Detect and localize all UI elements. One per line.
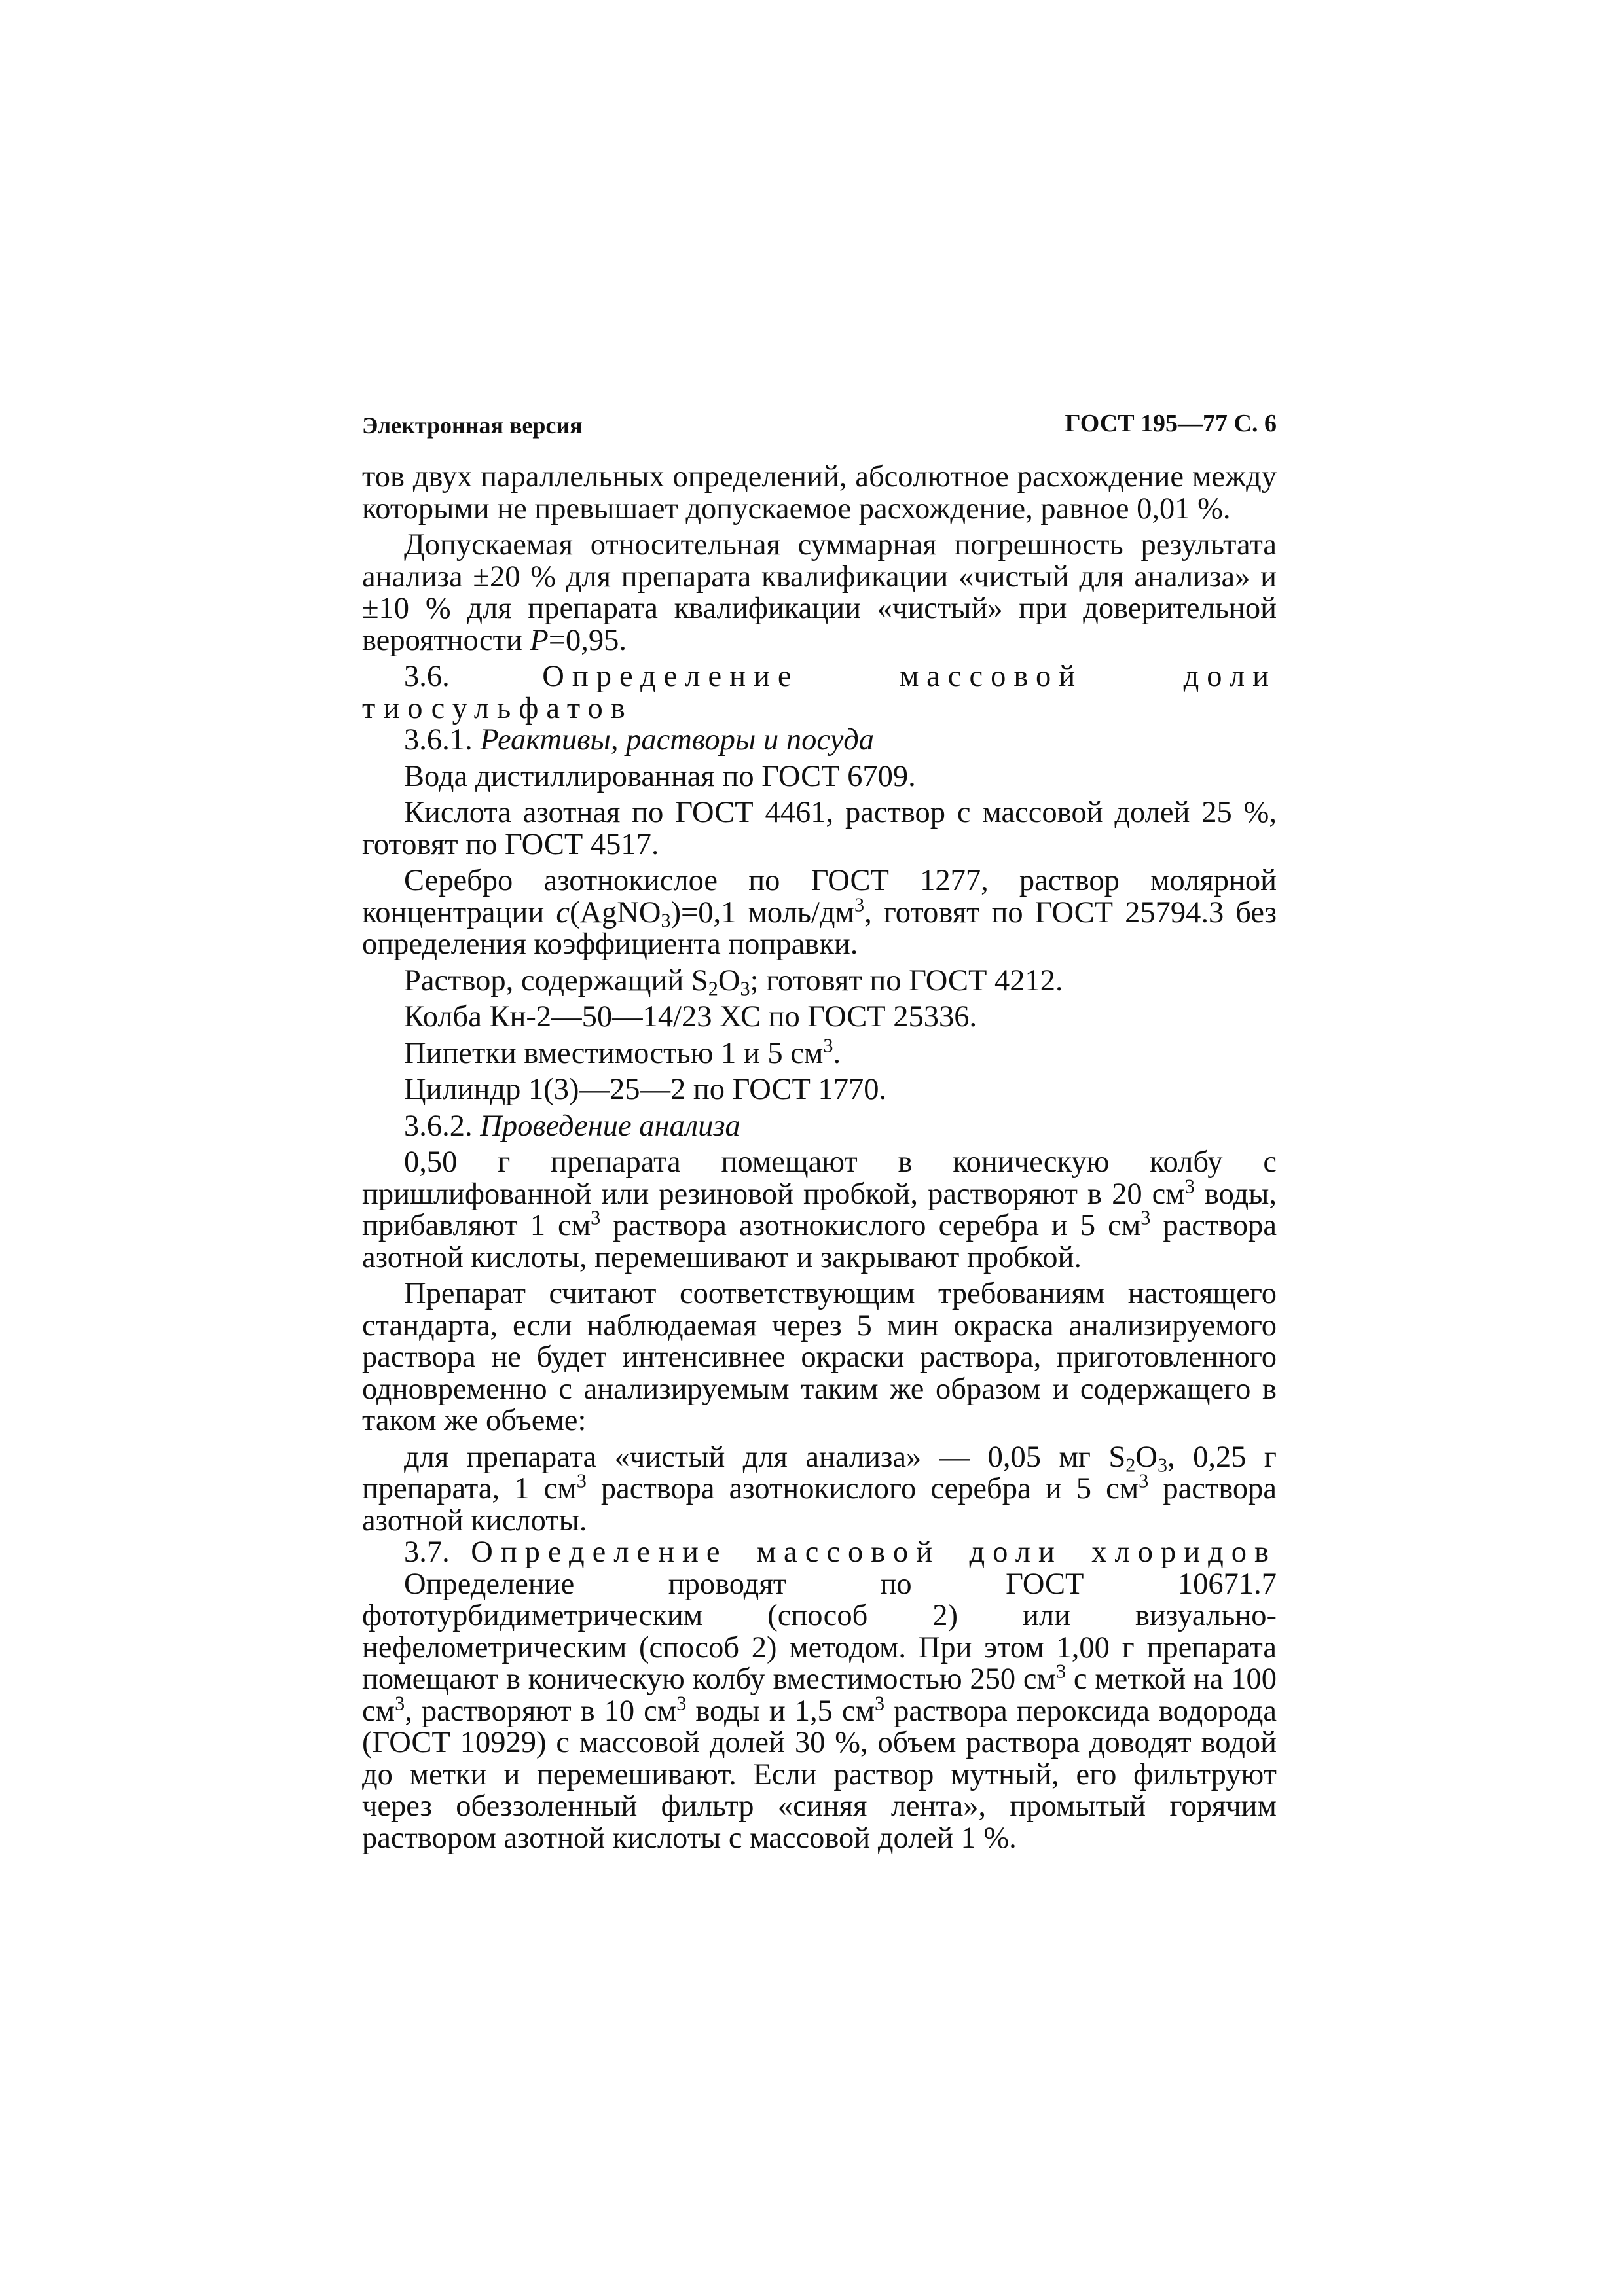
paragraph-reference-solution: для препарата «чистый для анализа» — 0,05 мг $S_2O_3$, 0,25 г препарата, 1 $см^3$ раствора азотнокислого серебра и 5 $см^3$ раствора азотной кислоты.	[362, 1440, 1277, 1537]
reagent-water: Вода дистиллированная по ГОСТ 6709.	[404, 759, 916, 793]
subsection-heading-3-6-2: 3.6.2. Проведение анализа	[404, 1109, 740, 1143]
section-title: Определение массовой доли тиосульфатов	[362, 660, 1277, 725]
page-header	[362, 405, 1277, 442]
paragraph-continuation: тов двух параллельных определений, абсолютное расхождение между которыми не превышает допускаемое расхождение, равное 0,01 %.	[362, 460, 1277, 526]
document-body	[362, 461, 1277, 1854]
paragraph-error-tolerance: Допускаемая относительная суммарная погрешность результата анализа ±20 % для препарата квалификации «чистый для анализа» и ±10 % для препарата квалификации «чистый» при доверительной вероятности Р=0,95.	[362, 528, 1277, 657]
equipment-pipettes: Пипетки вместимостью 1 и 5 $см^3$.	[404, 1033, 841, 1070]
reagent-thiosulfate-solution: Раствор, содержащий $S_2O_3$; готовят по ГОСТ 4212.	[404, 963, 1063, 1000]
subsection-heading-3-6-1: 3.6.1. Реактивы, растворы и посуда	[404, 723, 875, 757]
reagent-silver-nitrate: Серебро азотнокислое по ГОСТ 1277, раствор молярной концентрации с(AgNO$_3$)=0,1 моль/$дм^3$, готовят по ГОСТ 25794.3 без определения коэффициента поправки.	[362, 864, 1277, 961]
section-heading-3-6: 3.6. Определение массовой доли тиосульфатов	[362, 660, 1277, 725]
section-heading-3-7: 3.7. Определение массовой доли хлоридов	[404, 1535, 1277, 1569]
paragraph-conformity: Препарат считают соответствующим требованиям настоящего стандарта, если наблюдаемая через 5 мин окраска анализируемого раствора не будет интенсивнее окраски раствора, приготовленного одновременно с анализируемым таким же образом и содержащего в таком же объеме:	[362, 1277, 1277, 1437]
section-title: Определение массовой доли хлоридов	[471, 1535, 1277, 1569]
paragraph-chlorides-method: Определение проводят по ГОСТ 10671.7 фототурбидиметрическим (способ 2) или визуально-нефелометрическим (способ 2) методом. При этом 1,00 г препарата помещают в коническую колбу вместимостью 250 $см^3$ с меткой на 100 $см^3$, растворяют в 10 $см^3$ воды и 1,5 $см^3$ раствора пероксида водорода (ГОСТ 10929) с массовой долей 30 %, объем раствора доводят водой до метки и перемешивают. Если раствор мутный, его фильтруют через обеззоленный фильтр «синяя лента», промытый горячим раствором азотной кислоты с массовой долей 1 %.	[362, 1567, 1277, 1855]
header-standard-page: ГОСТ 195—77 С. 6	[1065, 410, 1277, 437]
equipment-flask: Колба Кн-2—50—14/23 ХС по ГОСТ 25336.	[404, 1000, 977, 1033]
reagent-nitric-acid: Кислота азотная по ГОСТ 4461, раствор с массовой долей 25 %, готовят по ГОСТ 4517.	[362, 796, 1277, 861]
paragraph-analysis-procedure: 0,50 г препарата помещают в коническую колбу с пришлифованной или резиновой пробкой, растворяют в 20 $см^3$ воды, прибавляют 1 $см^3$ раствора азотнокислого серебра и 5 $см^3$ раствора азотной кислоты, перемешивают и закрывают пробкой.	[362, 1145, 1277, 1274]
header-edition-label: Электронная версия	[362, 412, 583, 439]
equipment-cylinder: Цилиндр 1(3)—25—2 по ГОСТ 1770.	[404, 1073, 887, 1106]
